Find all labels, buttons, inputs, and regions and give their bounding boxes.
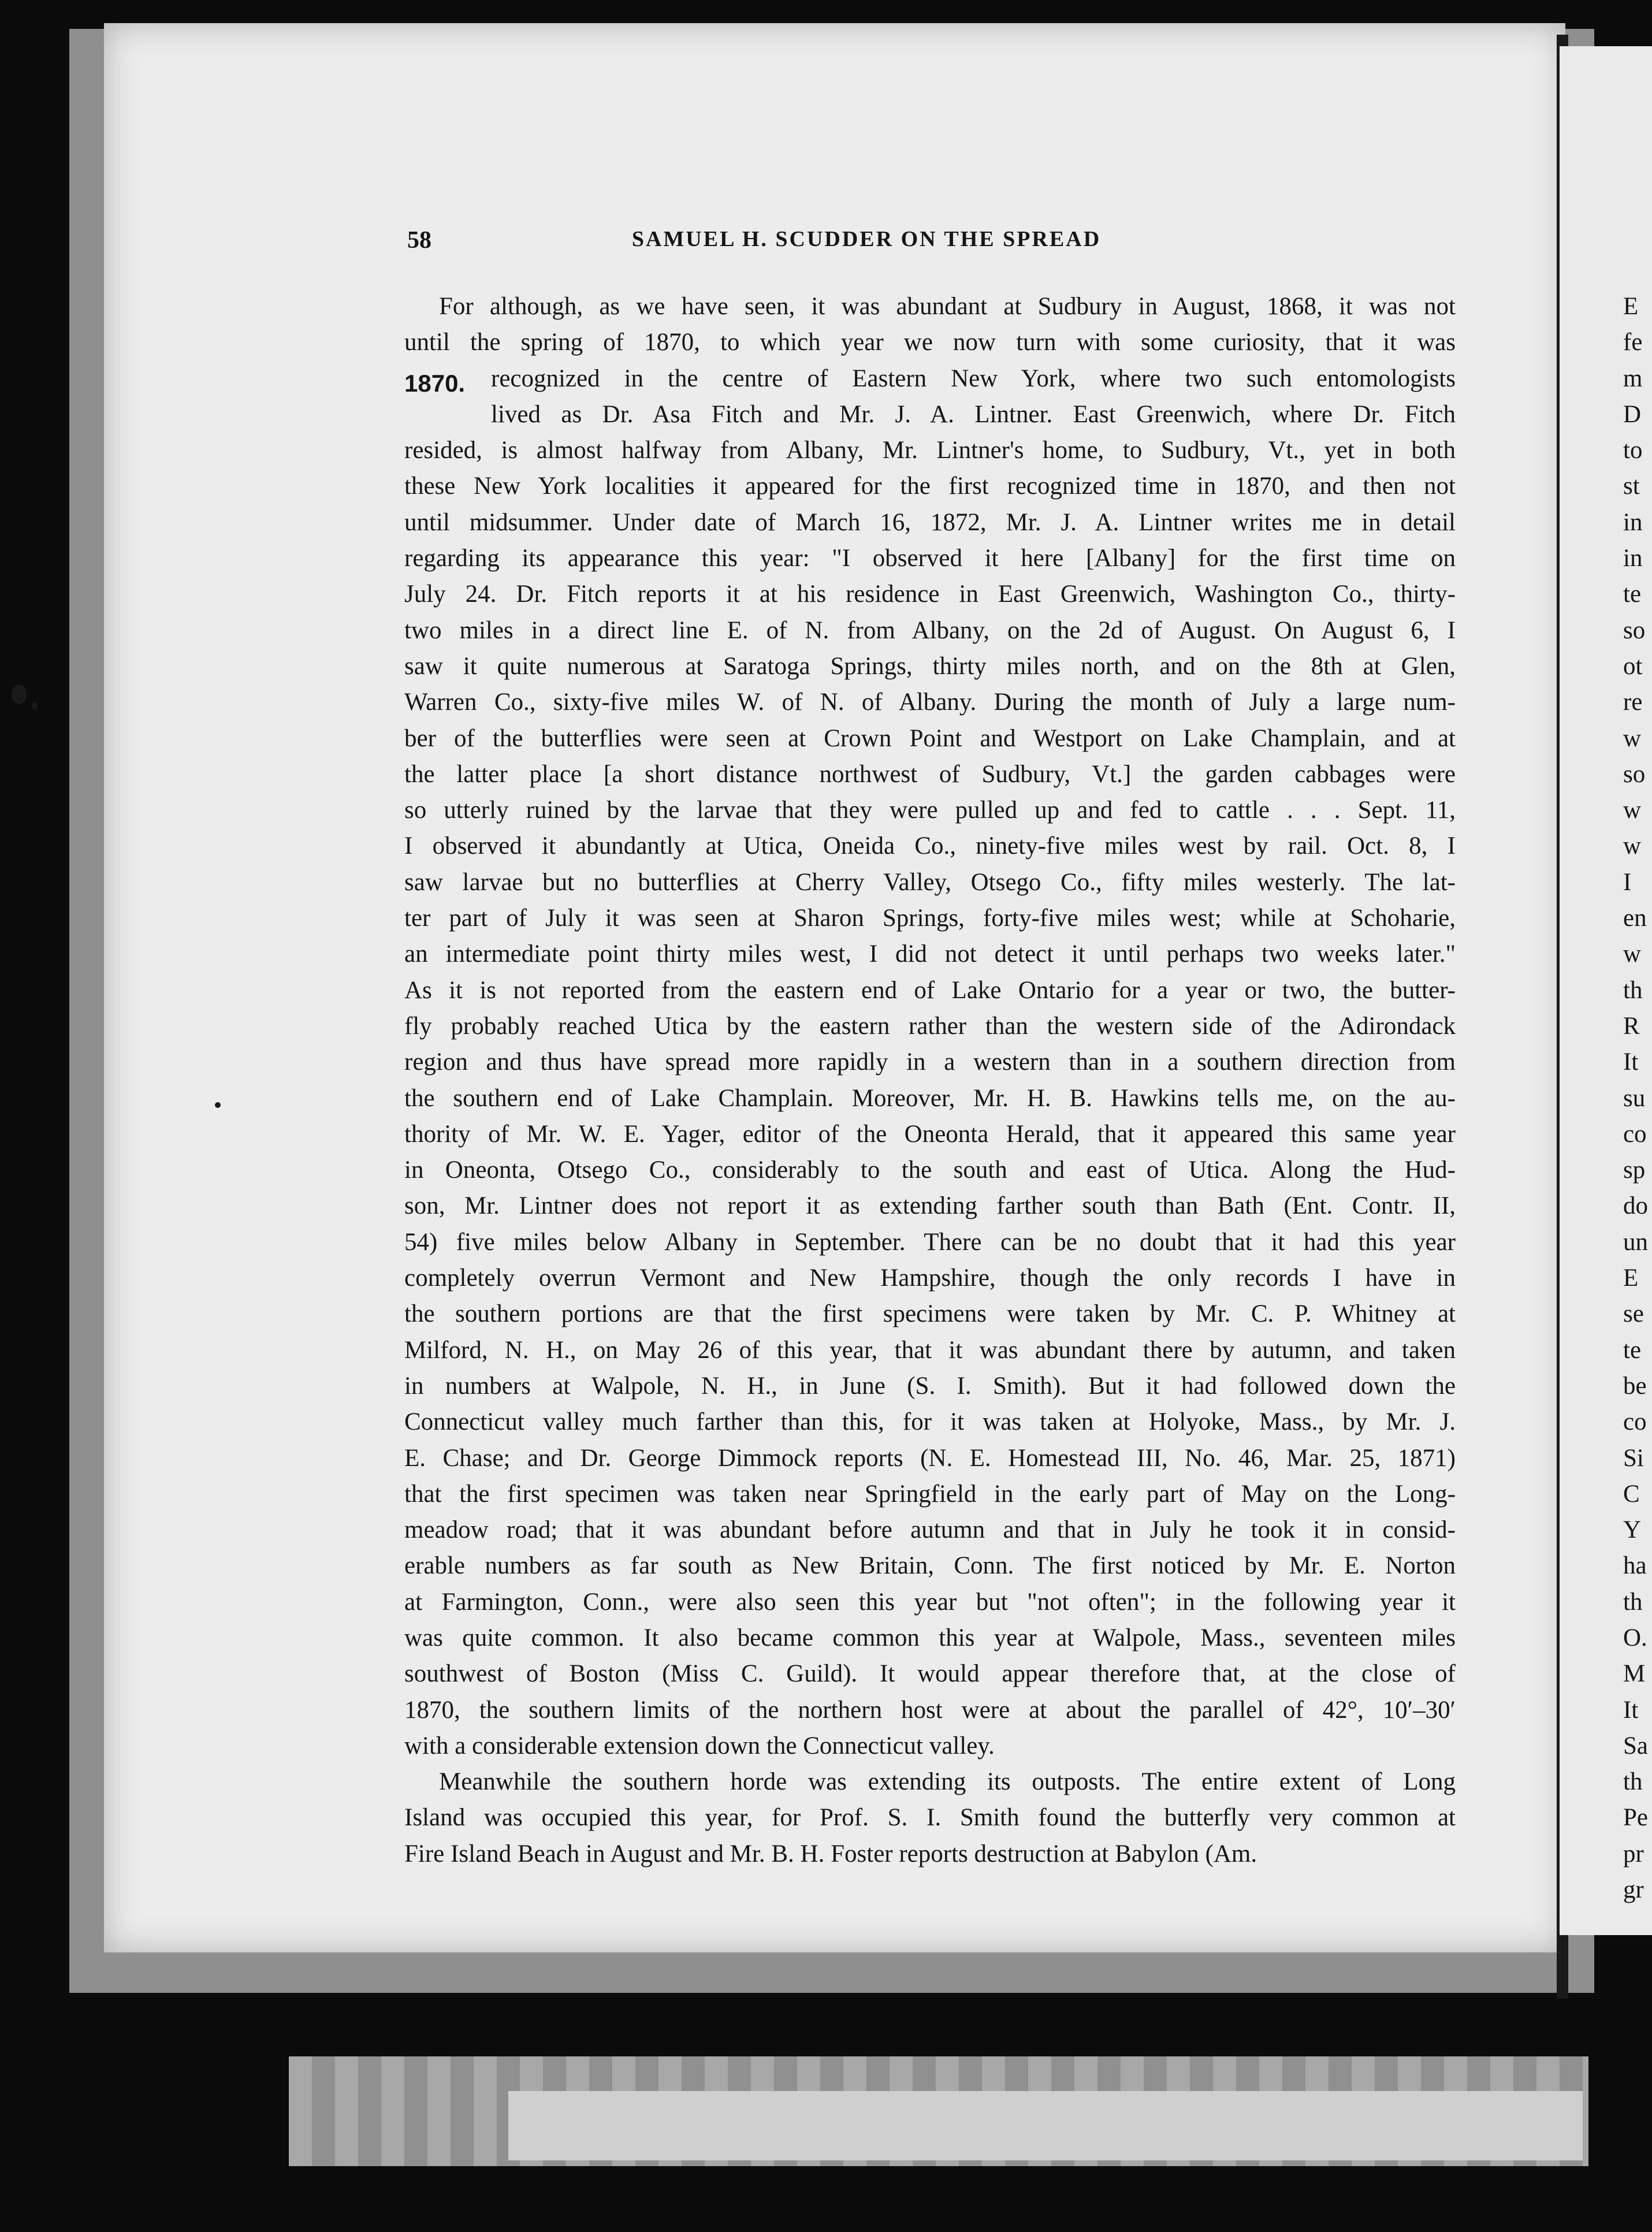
text-line: For although, as we have seen, it was abundant at Sudbury in August, 1868, it was not xyxy=(439,293,1456,320)
right-page-line-fragment: M xyxy=(1623,1660,1646,1688)
right-page-line-fragment: th xyxy=(1623,1768,1643,1796)
right-page-line-fragment: C xyxy=(1623,1480,1640,1508)
text-line: until the spring of 1870, to which year we now turn with some curiosity, that it was xyxy=(404,329,1456,356)
text-line: completely overrun Vermont and New Hampshire, though the only records I have in xyxy=(404,1264,1456,1292)
running-title: SAMUEL H. SCUDDER ON THE SPREAD xyxy=(631,227,1102,251)
right-page-line-fragment: be xyxy=(1623,1372,1647,1400)
text-line: regarding its appearance this year: "I observed it here [Albany] for the first time on xyxy=(404,545,1456,572)
text-line: Island was occupied this year, for Prof. S. I. Smith found the butterfly very common at xyxy=(404,1804,1456,1832)
right-page-line-fragment: E xyxy=(1623,1264,1639,1292)
text-line: until midsummer. Under date of March 16, 1872, Mr. J. A. Lintner writes me in detail xyxy=(404,508,1456,536)
text-line: the southern portions are that the first specimens were taken by Mr. C. P. Whitney at xyxy=(404,1300,1456,1328)
text-line: two miles in a direct line E. of N. from Albany, on the 2d of August. On August 6, I xyxy=(404,616,1456,644)
right-page-line-fragment: in xyxy=(1623,545,1643,572)
text-line: saw it quite numerous at Saratoga Springs, thirty miles north, and on the 8th at Glen, xyxy=(404,652,1456,680)
text-line: Connecticut valley much farther than this, for it was taken at Holyoke, Mass., by Mr. J. xyxy=(404,1408,1456,1436)
right-page-line-fragment: w xyxy=(1623,940,1642,968)
right-page-line-fragment: R xyxy=(1623,1012,1640,1040)
right-page-line-fragment: un xyxy=(1623,1228,1648,1256)
right-page-line-fragment: Si xyxy=(1623,1444,1644,1472)
text-line: 1870, the southern limits of the northern host were at about the parallel of 42°, 10′–30′ xyxy=(404,1696,1456,1724)
right-page-line-fragment: su xyxy=(1623,1084,1646,1112)
text-line: meadow road; that it was abundant before autumn and that in July he took it in consid- xyxy=(404,1516,1456,1544)
right-page-line-fragment: Pe xyxy=(1623,1804,1648,1832)
text-line: 54) five miles below Albany in September. There can be no doubt that it had this year xyxy=(404,1228,1456,1256)
page-number: 58 xyxy=(407,227,431,254)
scan-speck xyxy=(32,702,38,710)
right-page-line-fragment: I xyxy=(1623,868,1632,896)
right-page-line-fragment: te xyxy=(1623,581,1642,608)
text-line: southwest of Boston (Miss C. Guild). It would appear therefore that, at the close of xyxy=(404,1660,1456,1688)
text-line: Meanwhile the southern horde was extending its outposts. The entire extent of Long xyxy=(439,1768,1456,1796)
text-line: lived as Dr. Asa Fitch and Mr. J. A. Lintner. East Greenwich, where Dr. Fitch xyxy=(491,400,1456,428)
right-page-line-fragment: m xyxy=(1623,364,1643,392)
text-line: I observed it abundantly at Utica, Oneida Co., ninety-five miles west by rail. Oct. 8, I xyxy=(404,832,1456,860)
text-line: the southern end of Lake Champlain. Moreover, Mr. H. B. Hawkins tells me, on the au- xyxy=(404,1084,1456,1112)
right-page-line-fragment: so xyxy=(1623,760,1646,788)
right-page-line-fragment: th xyxy=(1623,1588,1643,1616)
right-page-line-fragment: w xyxy=(1623,797,1642,824)
right-page-line-fragment: th xyxy=(1623,976,1643,1004)
right-page-line-fragment: O. xyxy=(1623,1624,1647,1651)
right-page-line-fragment: w xyxy=(1623,832,1642,860)
text-line: son, Mr. Lintner does not report it as extending farther south than Bath (Ent. Contr. II, xyxy=(404,1192,1456,1220)
text-line: resided, is almost halfway from Albany, Mr. Lintner's home, to Sudbury, Vt., yet in both xyxy=(404,437,1456,464)
text-line: As it is not reported from the eastern end of Lake Ontario for a year or two, the butter- xyxy=(404,976,1456,1004)
text-line: E. Chase; and Dr. George Dimmock reports (N. E. Homestead III, No. 46, Mar. 25, 1871) xyxy=(404,1444,1456,1472)
margin-year-note: 1870. xyxy=(404,370,466,397)
right-page-line-fragment: re xyxy=(1623,689,1643,716)
scan-speck xyxy=(215,1102,221,1108)
right-page-fragments xyxy=(1623,289,1652,1908)
text-line: with a considerable extension down the Connecticut valley. xyxy=(404,1732,995,1759)
text-line: recognized in the centre of Eastern New York, where two such entomologists xyxy=(491,364,1456,392)
text-line: in Oneonta, Otsego Co., considerably to the south and east of Utica. Along the Hud- xyxy=(404,1156,1456,1184)
right-page-line-fragment: co xyxy=(1623,1408,1647,1436)
text-line: fly probably reached Utica by the eastern rather than the western side of the Adirondack xyxy=(404,1012,1456,1040)
text-line: Warren Co., sixty-five miles W. of N. of Albany. During the month of July a large num- xyxy=(404,689,1456,716)
scan-speck xyxy=(12,685,27,704)
right-page-line-fragment: E xyxy=(1623,293,1639,320)
right-page-line-fragment: w xyxy=(1623,724,1642,752)
text-line: in numbers at Walpole, N. H., in June (S. I. Smith). But it had followed down the xyxy=(404,1372,1456,1400)
body-text xyxy=(404,289,1456,1872)
text-line: erable numbers as far south as New Britain, Conn. The first noticed by Mr. E. Norton xyxy=(404,1552,1456,1580)
page-stack-edges-inner xyxy=(508,2091,1583,2160)
right-page-line-fragment: ha xyxy=(1623,1552,1647,1580)
right-page-line-fragment: do xyxy=(1623,1192,1648,1220)
right-page-line-fragment: co xyxy=(1623,1120,1647,1148)
right-page-line-fragment: It xyxy=(1623,1048,1639,1076)
right-page-line-fragment: D xyxy=(1623,400,1642,428)
right-page-line-fragment: pr xyxy=(1623,1840,1644,1868)
right-page-line-fragment: gr xyxy=(1623,1876,1644,1904)
text-line: that the first specimen was taken near Springfield in the early part of May on the Long- xyxy=(404,1480,1456,1508)
text-line: ter part of July it was seen at Sharon Springs, forty-five miles west; while at Schoharie, xyxy=(404,905,1456,932)
text-line: an intermediate point thirty miles west, I did not detect it until perhaps two weeks later." xyxy=(404,940,1456,968)
text-line: Milford, N. H., on May 26 of this year, that it was abundant there by autumn, and taken xyxy=(404,1336,1456,1364)
text-line: ber of the butterflies were seen at Crown Point and Westport on Lake Champlain, and at xyxy=(404,724,1456,752)
text-line: so utterly ruined by the larvae that they were pulled up and fed to cattle . . . Sept. 11, xyxy=(404,797,1456,824)
right-page-line-fragment: to xyxy=(1623,437,1643,464)
right-page-line-fragment: sp xyxy=(1623,1156,1646,1184)
text-line: region and thus have spread more rapidly in a western than in a southern direction from xyxy=(404,1048,1456,1076)
right-page-line-fragment: Sa xyxy=(1623,1732,1648,1759)
text-line: Fire Island Beach in August and Mr. B. H. Foster reports destruction at Babylon (Am. xyxy=(404,1840,1257,1868)
right-page-line-fragment: se xyxy=(1623,1300,1644,1328)
text-line: these New York localities it appeared for the first recognized time in 1870, and then not xyxy=(404,473,1456,500)
right-page-line-fragment: so xyxy=(1623,616,1646,644)
right-page-line-fragment: It xyxy=(1623,1696,1639,1724)
right-page-line-fragment: fe xyxy=(1623,329,1643,356)
right-page-line-fragment: st xyxy=(1623,473,1640,500)
text-line: July 24. Dr. Fitch reports it at his residence in East Greenwich, Washington Co., thirty- xyxy=(404,581,1456,608)
right-page-line-fragment: en xyxy=(1623,905,1647,932)
right-page-line-fragment: Y xyxy=(1623,1516,1642,1544)
text-line: the latter place [a short distance northwest of Sudbury, Vt.] the garden cabbages were xyxy=(404,760,1456,788)
right-page-line-fragment: in xyxy=(1623,508,1643,536)
text-line: was quite common. It also became common this year at Walpole, Mass., seventeen miles xyxy=(404,1624,1456,1651)
text-line: at Farmington, Conn., were also seen this year but "not often"; in the following year it xyxy=(404,1588,1456,1616)
text-line: thority of Mr. W. E. Yager, editor of the Oneonta Herald, that it appeared this same year xyxy=(404,1120,1456,1148)
right-page-line-fragment: ot xyxy=(1623,652,1643,680)
text-line: saw larvae but no butterflies at Cherry Valley, Otsego Co., fifty miles westerly. The lat- xyxy=(404,868,1456,896)
right-page-line-fragment: te xyxy=(1623,1336,1642,1364)
